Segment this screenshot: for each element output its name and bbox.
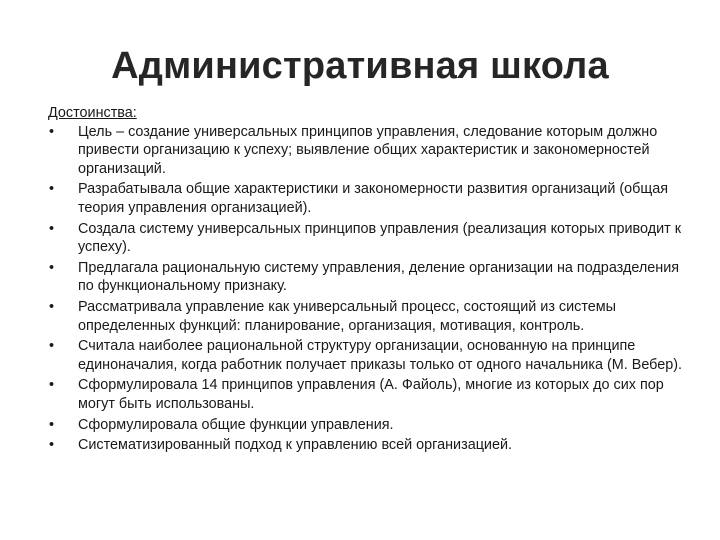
list-item-text: Цель – создание универсальных принципов управления, следование которым должно привести организацию к успеху; выявление общих характеристик и закономерностей организаций. (78, 123, 658, 177)
advantages-heading: Достоинства: (48, 105, 137, 121)
bullet-icon: • (49, 377, 55, 394)
bullet-icon: • (49, 123, 55, 140)
list-item-text: Предлагала рациональную систему управления, деление организации на подразделения по функциональному признаку. (78, 259, 680, 295)
list-item (48, 220, 688, 257)
list-item (48, 436, 688, 455)
list-item (48, 180, 688, 217)
list-item (48, 298, 688, 335)
list-item (48, 259, 688, 296)
bullet-icon: • (49, 338, 55, 355)
list-item (48, 376, 688, 413)
list-item-text: Сформулировала общие функции управления. (78, 416, 394, 433)
slide-title: Административная школа (111, 45, 609, 87)
list-item (48, 416, 688, 435)
list-item-text: Создала систему универсальных принципов управления (реализация которых приводит к успеху). (78, 220, 682, 256)
slide-content (48, 104, 688, 457)
list-item-text: Считала наиболее рациональной структуру организации, основанную на принципе единоначалия, когда работник получает приказы только от одного начальника (М. Вебер). (78, 338, 683, 373)
list-item (48, 123, 688, 179)
advantages-list (48, 123, 688, 455)
list-item-text: Систематизированный подход к управлению всей организацией. (78, 437, 513, 454)
list-item-text: Сформулировала 14 принципов управления (А. Файоль), многие из которых до сих пор могут быть использованы. (78, 377, 664, 412)
bullet-icon: • (49, 259, 55, 276)
list-item-text: Разрабатывала общие характеристики и закономерности развития организаций (общая теория управления организацией). (78, 181, 669, 216)
list-item (48, 337, 688, 374)
bullet-icon: • (49, 181, 55, 198)
list-item-text: Рассматривала управление как универсальный процесс, состоящий из системы определенных функций: планирование, организация, мотивация, контроль. (78, 298, 617, 334)
bullet-icon: • (49, 437, 55, 454)
bullet-icon: • (49, 416, 55, 433)
bullet-icon: • (49, 220, 55, 237)
bullet-icon: • (49, 298, 55, 315)
